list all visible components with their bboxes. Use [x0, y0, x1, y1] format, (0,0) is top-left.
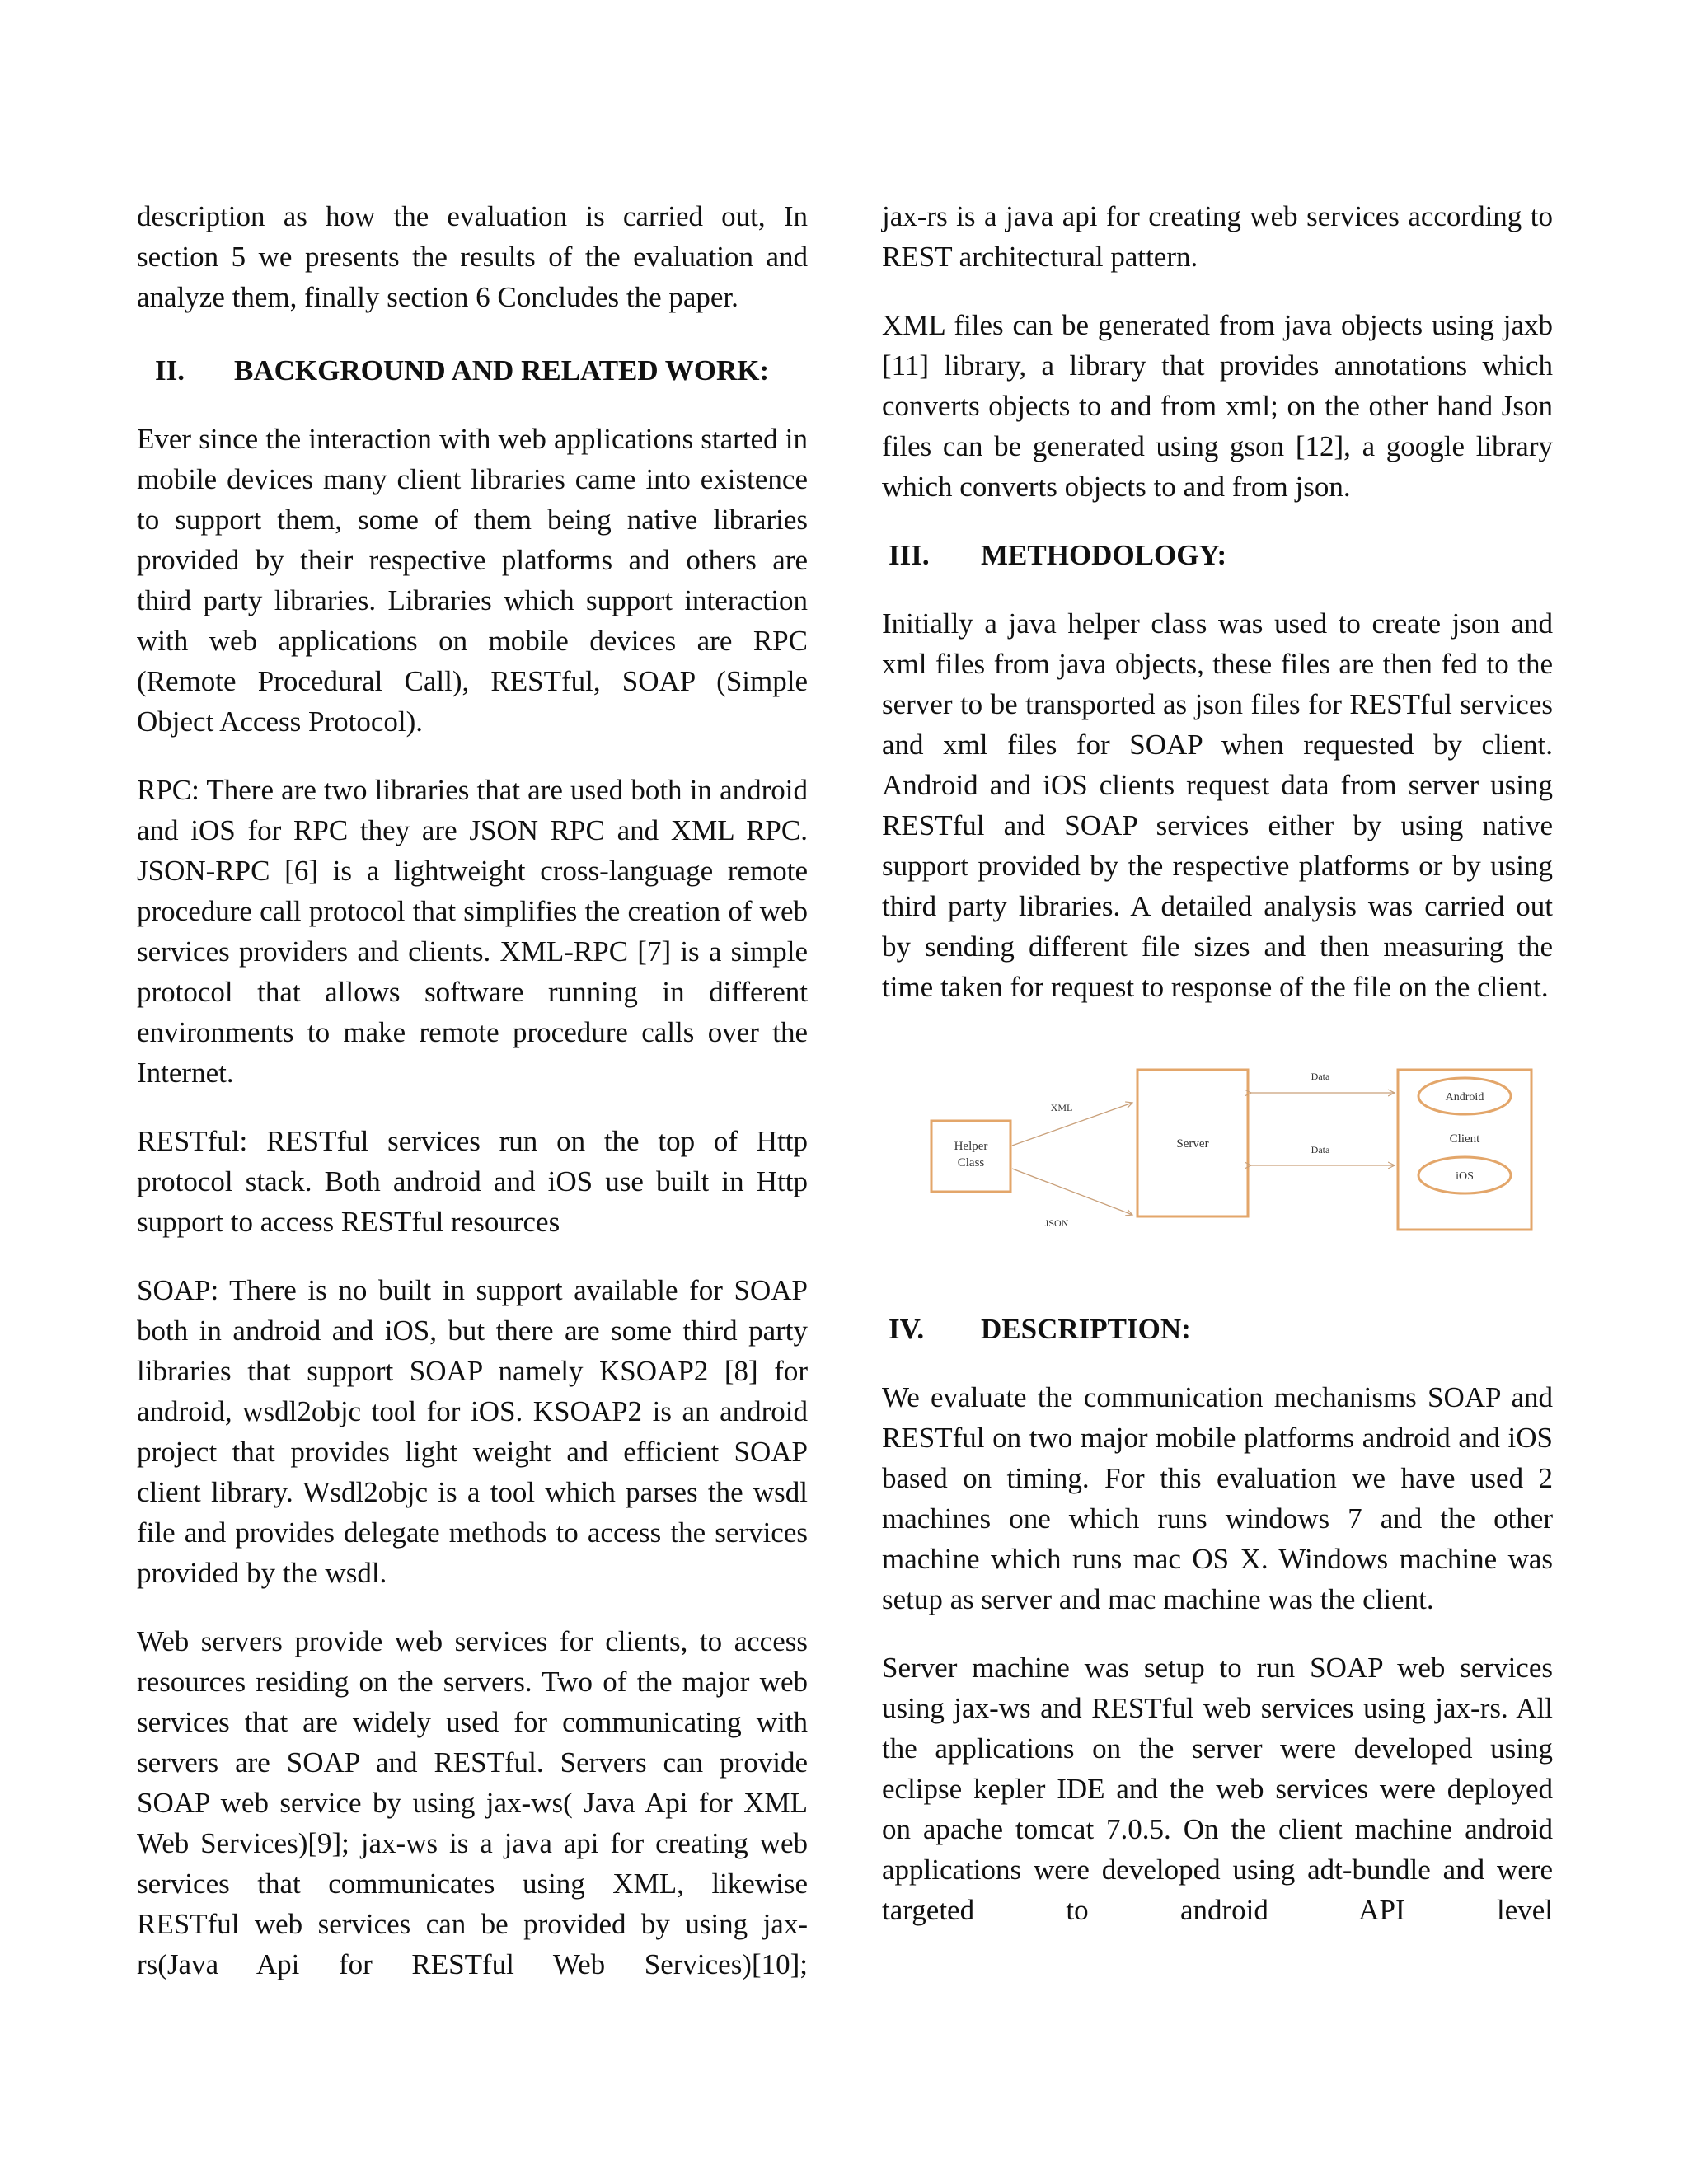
data-label-top: Data — [1311, 1071, 1330, 1082]
paragraph-description-1: We evaluate the communication mechanisms SOAP and RESTful on two major mobile platforms android and iOS based on timing. For this evaluation we have used 2 machines one which runs windows 7 and the other machine which runs mac OS X. Windows machine was setup as server and mac machine was the client. — [882, 1381, 1553, 1615]
paragraph-web-servers: Web servers provide web services for clients, to access resources residing on the servers. Two of the major web services that are widely used for communicating with servers are SOAP and RESTful. Servers can provide SOAP web service by using jax-ws( Java Api for XML Web Services)[9]; jax-ws is a java api for creating web services that communicates using XML, likewise RESTful web services can be provided by using jax-rs(Java Api for RESTful Web Services)[10]; — [137, 1625, 808, 1980]
section-number: III. — [889, 539, 930, 571]
architecture-diagram — [882, 1053, 1541, 1259]
section-title: METHODOLOGY: — [981, 539, 1227, 571]
paragraph-rpc: RPC: There are two libraries that are used both in android and iOS for RPC they are JSON RPC and XML RPC. JSON-RPC [6] is a lightweight cross-language remote procedure call protocol that simplifies the creation of web services providers and clients. XML-RPC [7] is a simple protocol that allows software running in different environments to make remote procedure calls over the Internet. — [137, 774, 808, 1089]
section-title: BACKGROUND AND RELATED WORK: — [234, 354, 770, 387]
section-number: II. — [155, 354, 185, 387]
left-column — [137, 196, 808, 2013]
right-column — [882, 196, 1553, 1958]
xml-label: XML — [1050, 1102, 1073, 1113]
paragraph-background: Ever since the interaction with web applications started in mobile devices many client libraries came into existence to support them, some of them being native libraries provided by their respective platforms and others are third party libraries. Libraries which support interaction with web applications on mobile devices are RPC (Remote Procedural Call), RESTful, SOAP (Simple Object Access Protocol). — [137, 423, 808, 738]
helper-class-label-line1: Helper — [954, 1140, 988, 1153]
paragraph-jax-rs: jax-rs is a java api for creating web services according to REST architectural pattern. — [882, 200, 1553, 273]
client-label: Client — [1449, 1132, 1480, 1146]
section-title: DESCRIPTION: — [981, 1313, 1191, 1345]
paragraph-methodology: Initially a java helper class was used to create json and xml files from java objects, these files are then fed to the server to be transported as json files for RESTful services and xml files for SOAP when requested by client. Android and iOS clients request data from server using RESTful and SOAP services either by using native support provided by the respective platforms or by using third party libraries. A detailed analysis was carried out by sending different file sizes and then measuring the time taken for request to response of the file on the client. — [882, 607, 1553, 1003]
paragraph-intro-end: description as how the evaluation is carried out, In section 5 we presents the results of the evaluation and analyze them, finally section 6 Concludes the paper. — [137, 200, 808, 313]
paragraph-xml-json: XML files can be generated from java objects using jaxb [11] library, a library that provides annotations which converts objects to and from xml; on the other hand Json files can be generated using gson [12], a google library which converts objects to and from json. — [882, 309, 1553, 503]
paragraph-soap: SOAP: There is no built in support available for SOAP both in android and iOS, but there are some third party libraries that support SOAP namely KSOAP2 [8] for android, wsdl2objc tool for iOS. KSOAP2 is an android project that provides light weight and efficient SOAP client library. Wsdl2objc is a tool which parses the wsdl file and provides delegate methods to access the services provided by the wsdl. — [137, 1274, 808, 1589]
section-heading-background — [137, 350, 808, 391]
ios-label: iOS — [1456, 1170, 1474, 1183]
android-label: Android — [1445, 1091, 1484, 1104]
data-label-bottom: Data — [1311, 1144, 1330, 1155]
server-label: Server — [1176, 1137, 1209, 1151]
paragraph-restful: RESTful: RESTful services run on the top of Http protocol stack. Both android and iOS use built in Http support to access RESTful resources — [137, 1125, 808, 1238]
section-heading-methodology — [882, 535, 1553, 575]
architecture-figure — [882, 1053, 1541, 1259]
helper-class-label-line2: Class — [957, 1156, 985, 1169]
section-number: IV. — [889, 1313, 925, 1345]
json-label: JSON — [1044, 1217, 1069, 1229]
paragraph-description-2: Server machine was setup to run SOAP web services using jax-ws and RESTful web services using jax-rs. All the applications on the server were developed using eclipse kepler IDE and the web services were deployed on apache tomcat 7.0.5. On the client machine android applications were developed using adt-bundle and were targeted to android API level — [882, 1652, 1553, 1926]
json-arrow — [1012, 1169, 1132, 1215]
section-heading-description — [882, 1309, 1553, 1349]
